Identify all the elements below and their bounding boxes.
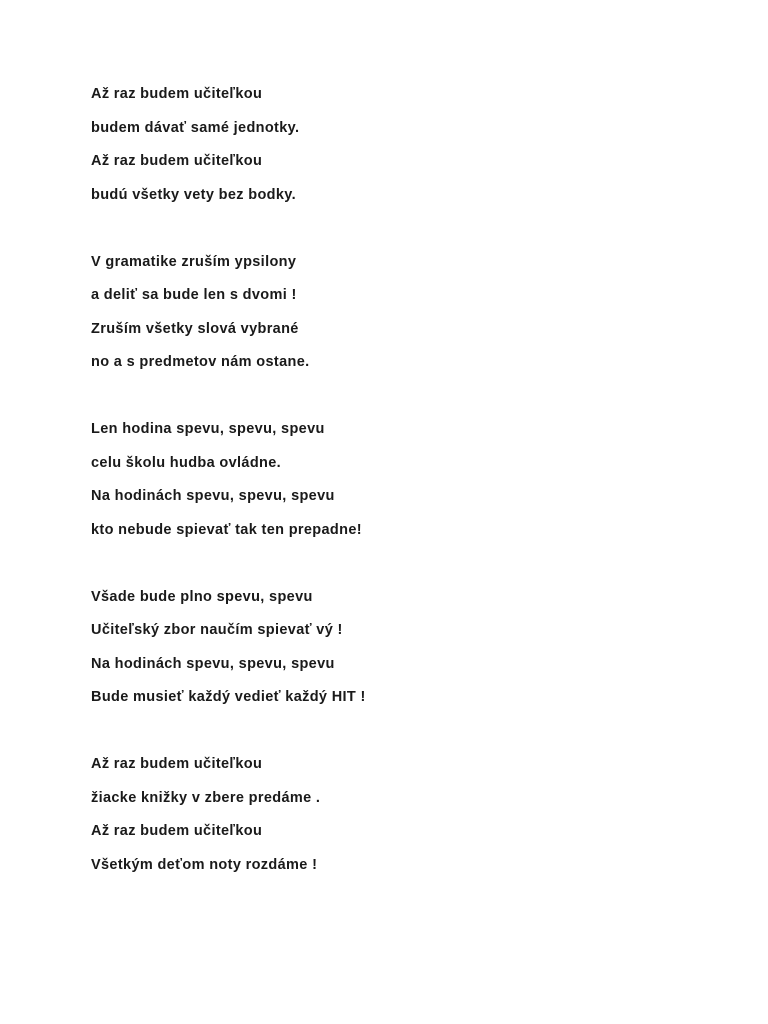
poem-line: a deliť sa bude len s dvomi ! [91, 287, 297, 303]
poem-line: Až raz budem učiteľkou [91, 153, 263, 169]
poem [91, 84, 366, 922]
poem-line: Učiteľský zbor naučím spievať vý ! [91, 622, 343, 638]
poem-line: V gramatike zruším ypsilony [91, 253, 297, 270]
poem-line: Bude musieť každý vedieť každý HIT ! [91, 689, 366, 705]
poem-line: Až raz budem učiteľkou [91, 756, 263, 772]
poem-line: Len hodina spevu, spevu, spevu [91, 421, 325, 437]
poem-line: kto nebude spievať tak ten prepadne! [91, 521, 362, 538]
poem-line: Na hodinách spevu, spevu, spevu [91, 488, 335, 504]
poem-line: Všade bude plno spevu, spevu [91, 588, 313, 605]
stanza-5 [91, 754, 366, 888]
stanza-4 [91, 587, 366, 721]
poem-line: Až raz budem učiteľkou [91, 823, 263, 839]
poem-line: Až raz budem učiteľkou [91, 86, 263, 102]
poem-line: Zruším všetky slová vybrané [91, 320, 299, 337]
stanza-3 [91, 419, 366, 553]
stanza-1 [91, 84, 366, 218]
poem-line: no a s predmetov nám ostane. [91, 354, 310, 370]
stanza-2 [91, 252, 366, 386]
poem-line: budem dávať samé jednotky. [91, 119, 300, 136]
poem-line: Na hodinách spevu, spevu, spevu [91, 655, 335, 672]
poem-line: žiacke knižky v zbere predáme . [91, 789, 321, 806]
poem-line: budú všetky vety bez bodky. [91, 186, 296, 203]
poem-line: Všetkým deťom noty rozdáme ! [91, 856, 318, 873]
poem-line: celu školu hudba ovládne. [91, 454, 282, 471]
